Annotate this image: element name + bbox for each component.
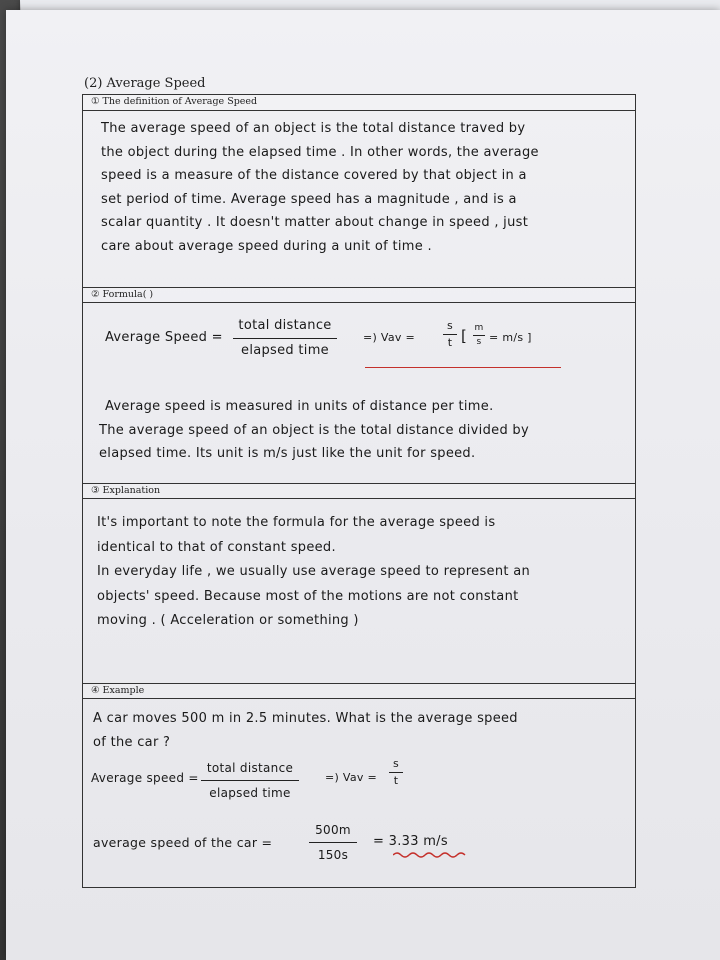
text-line: elapsed time. Its unit is m/s just like the unit for speed. — [99, 446, 476, 461]
fraction-denominator: elapsed time — [241, 343, 329, 358]
fraction-bar — [201, 780, 299, 781]
unit-fraction — [473, 323, 485, 348]
unit-equals: = m/s ] — [489, 331, 532, 344]
unit-numerator: m — [474, 323, 484, 333]
calc-lhs: average speed of the car = — [93, 835, 273, 850]
text-line: identical to that of constant speed. — [97, 539, 336, 555]
explanation-header: ③ Explanation — [83, 483, 635, 499]
text-line: moving . ( Acceleration or something ) — [97, 613, 359, 628]
text-line: A car moves 500 m in 2.5 minutes. What is the average speed — [93, 711, 518, 726]
text-line: The average speed of an object is the total distance divided by — [99, 422, 529, 438]
text-line: In everyday life , we usually use average speed to represent an — [97, 564, 530, 579]
fraction-bar — [443, 334, 457, 335]
example-arrow: =) Vav = — [325, 771, 378, 784]
example-header: ④ Example — [83, 683, 635, 699]
unit-bracket-open: [ — [461, 327, 468, 345]
formula-arrow: =) Vav = — [363, 331, 416, 344]
fraction-denominator: 150s — [317, 848, 349, 862]
fraction-bar — [473, 335, 485, 336]
example-formula-fraction — [201, 759, 299, 802]
page-title: (2) Average Speed — [84, 76, 206, 91]
symbol-denominator: t — [393, 774, 399, 787]
example-question — [93, 707, 623, 754]
formula-header: ② Formula( ) — [83, 287, 635, 303]
fraction-bar — [233, 338, 337, 339]
text-line: objects' speed. Because most of the motions are not constant — [97, 588, 519, 604]
explanation-text — [97, 511, 623, 634]
calc-result: = 3.33 m/s — [373, 834, 448, 849]
worksheet-table — [82, 94, 636, 888]
calc-fraction — [309, 821, 357, 864]
fraction-bar — [389, 772, 403, 773]
fraction-numerator: total distance — [206, 761, 294, 775]
example-symbol-fraction — [389, 757, 403, 788]
fraction-numerator: 500m — [315, 823, 351, 837]
definition-text — [101, 117, 623, 258]
text-line: Average speed is measured in units of distance per time. — [105, 399, 494, 414]
text-line: The average speed of an object is the total distance traved by — [101, 121, 526, 136]
text-line: speed is a measure of the distance covered by that object in a — [101, 168, 527, 183]
definition-header: ① The definition of Average Speed — [83, 95, 635, 111]
fraction-numerator: total distance — [238, 318, 332, 333]
example-formula-lhs: Average speed = — [91, 771, 199, 785]
unit-denominator: s — [476, 337, 482, 347]
fraction-bar — [309, 842, 357, 843]
text-line: It's important to note the formula for the average speed is — [97, 515, 496, 530]
symbol-denominator: t — [447, 336, 453, 349]
formula-text — [99, 395, 623, 466]
symbol-numerator: s — [392, 757, 400, 770]
symbol-numerator: s — [446, 319, 454, 332]
text-line: care about average speed during a unit of time . — [101, 238, 432, 254]
red-squiggle-underline — [393, 851, 469, 859]
formula-fraction — [233, 317, 337, 360]
symbol-fraction — [443, 319, 457, 350]
formula-lhs: Average Speed = — [105, 330, 223, 345]
text-line: of the car ? — [93, 734, 171, 750]
text-line: scalar quantity . It doesn't matter about change in speed , just — [101, 215, 529, 230]
fraction-denominator: elapsed time — [209, 786, 291, 800]
text-line: set period of time. Average speed has a magnitude , and is a — [101, 191, 517, 207]
red-underline — [365, 367, 561, 368]
text-line: the object during the elapsed time . In other words, the average — [101, 144, 539, 160]
